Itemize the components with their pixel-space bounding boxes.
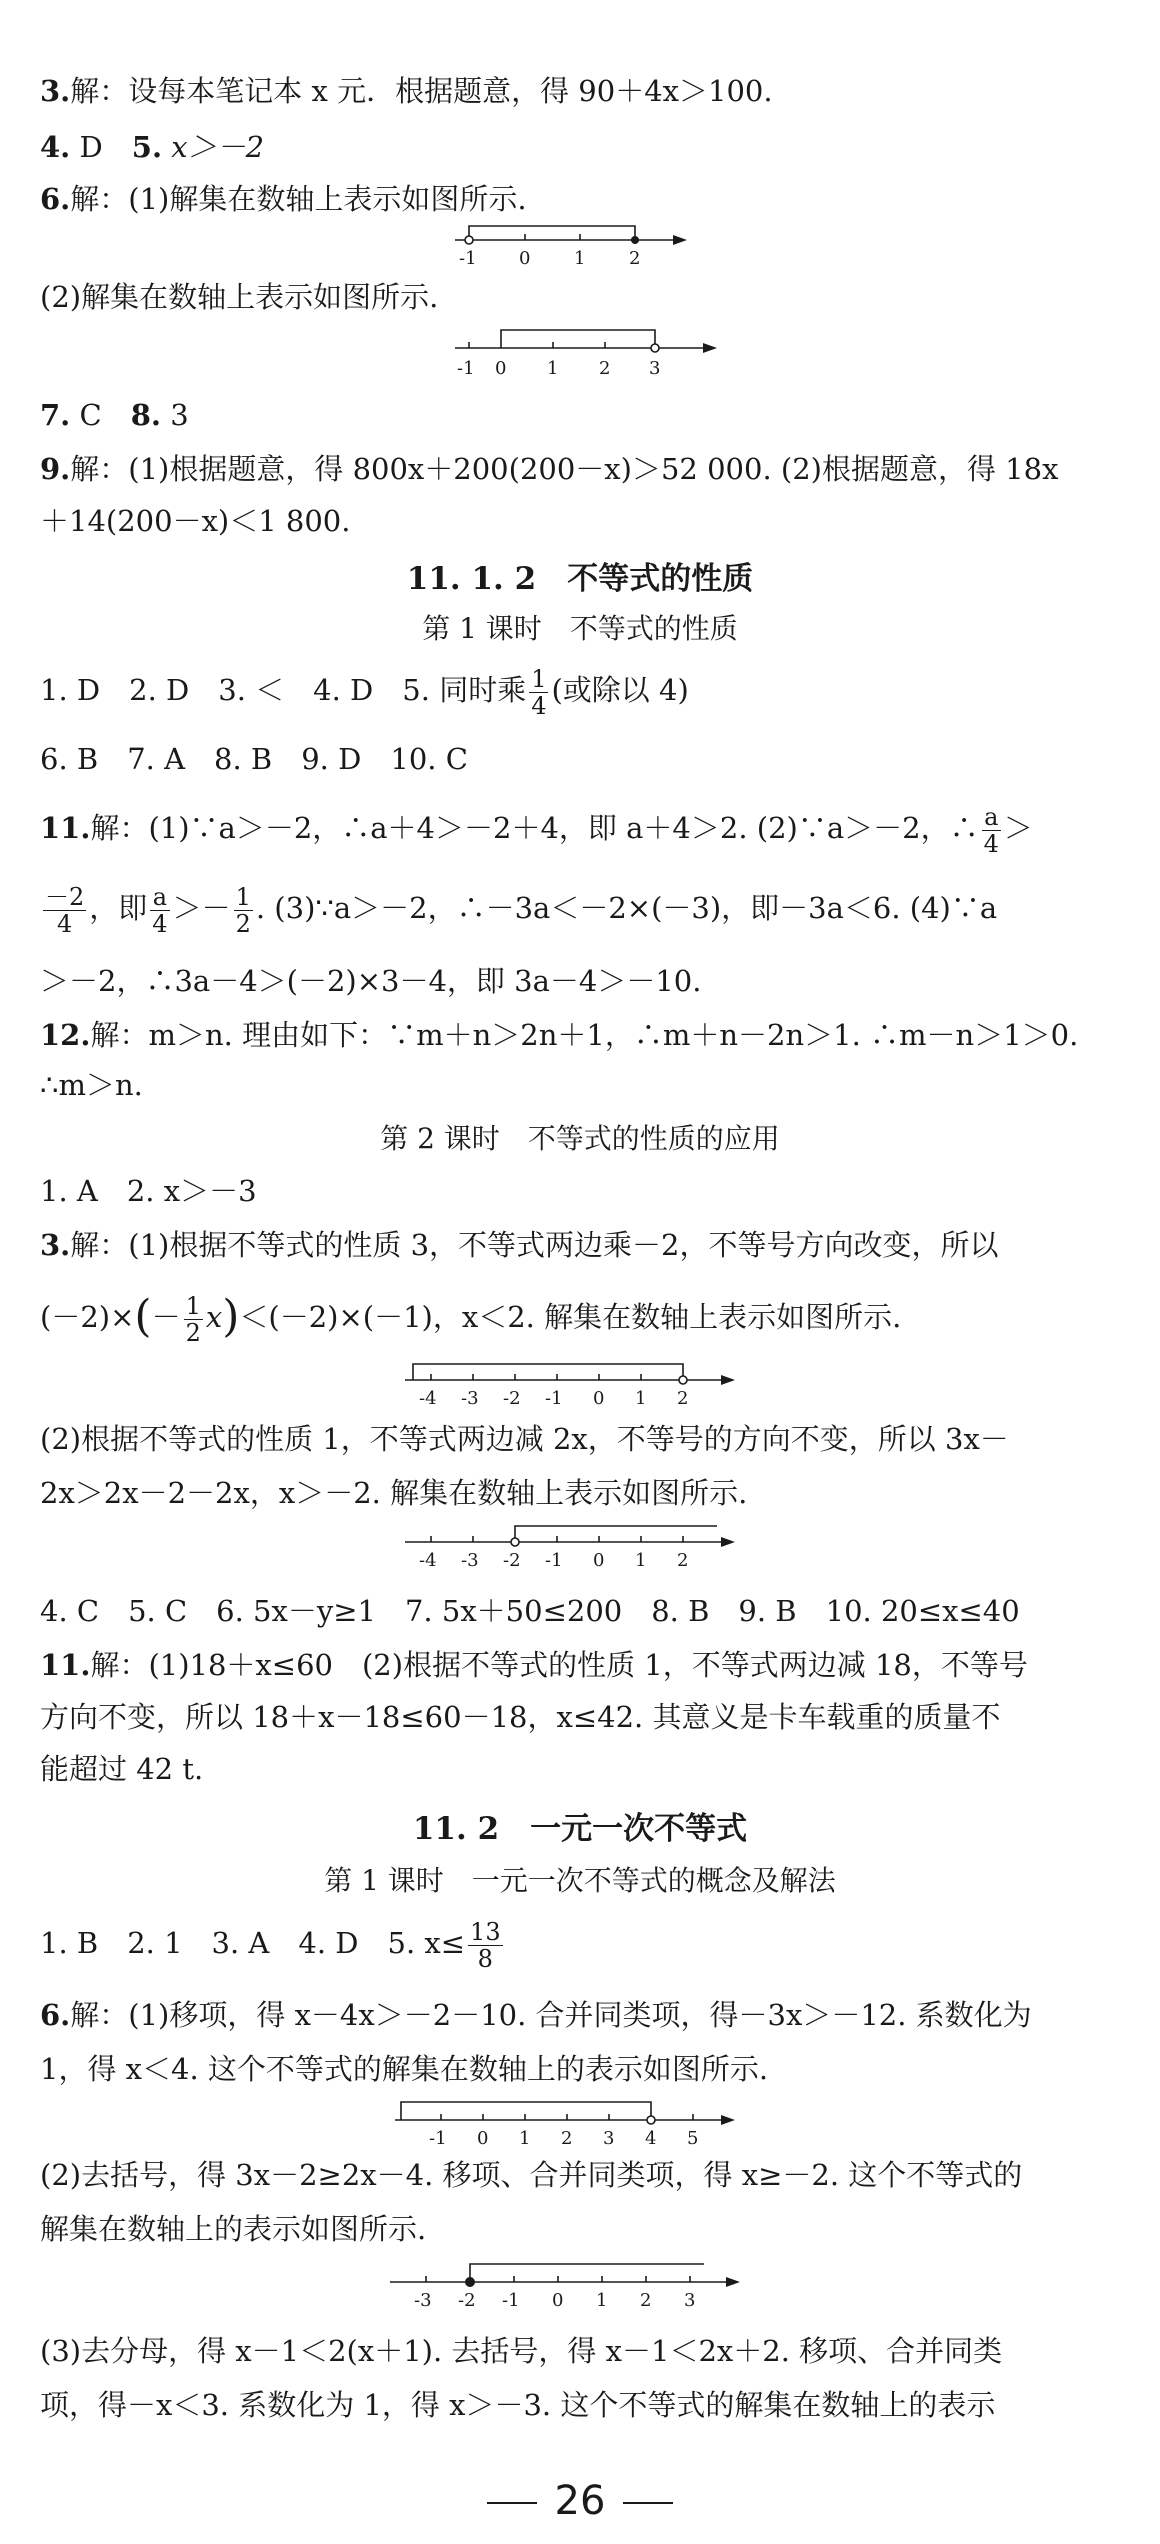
tick-label: -1 — [457, 358, 475, 379]
number-line-5 — [395, 2098, 745, 2150]
section-title-11-2: 11. 2 一元一次不等式 — [412, 1811, 748, 1847]
page-number: 26 — [0, 2478, 1160, 2524]
tick-label: 3 — [684, 2290, 696, 2311]
tick-label: -3 — [461, 1550, 479, 1571]
tick-label: -2 — [503, 1550, 521, 1571]
line-1-5-c: 1. B 2. 1 3. A 4. D 5. x≤ $\frac{13}{8}$ — [40, 1917, 501, 1973]
tick-label: -2 — [503, 1388, 521, 1409]
tick-label: 4 — [645, 2128, 657, 2149]
line-3-b: 3.解：(1)根据不等式的性质 3，不等式两边乘－2，不等号方向改变，所以 — [40, 1228, 999, 1262]
line-3: 3.解：设每本笔记本 x 元．根据题意，得 90＋4x＞100. — [40, 74, 773, 108]
tick-label: 1 — [635, 1388, 647, 1409]
line-11-a: 11.解：(1)∵a＞－2，∴a＋4＞－2＋4，即 a＋4＞2. (2)∵a＞－2，∴ $\frac{a}{4}$ ＞ — [40, 802, 1033, 858]
line-6-2: (2)解集在数轴上表示如图所示. — [40, 280, 439, 314]
tick-label: 0 — [477, 2128, 489, 2149]
tick-label: 0 — [593, 1388, 605, 1409]
line-3-b-2-cont: 2x＞2x－2－2x，x＞－2. 解集在数轴上表示如图所示. — [40, 1476, 748, 1510]
line-6-c-2: 1，得 x＜4. 这个不等式的解集在数轴上的表示如图所示. — [40, 2052, 769, 2086]
line-9-cont: ＋14(200－x)＜1 800. — [40, 504, 351, 538]
tick-label: 2 — [640, 2290, 652, 2311]
number-line-6 — [390, 2260, 750, 2312]
tick-label: 1 — [574, 248, 586, 269]
tick-label: -1 — [545, 1550, 563, 1571]
tick-label: 0 — [552, 2290, 564, 2311]
number-line-1 — [455, 222, 695, 272]
tick-label: 0 — [495, 358, 507, 379]
tick-label: 1 — [547, 358, 559, 379]
line-12-a: 12.解：m＞n. 理由如下：∵m＋n＞2n＋1，∴m＋n－2n＞1. ∴m－n＞1＞0. — [40, 1018, 1079, 1052]
tick-label: 3 — [649, 358, 661, 379]
line-6: 6.解：(1)解集在数轴上表示如图所示. — [40, 182, 527, 216]
tick-label: 0 — [593, 1550, 605, 1571]
number-line-3 — [405, 1360, 745, 1412]
line-1-2-b: 1. A 2. x＞－3 — [40, 1174, 257, 1208]
line-7-8: 7. C 8. 3 — [40, 398, 189, 432]
line-4-5: 4. D 5. x＞－2 — [40, 130, 265, 164]
line-12-b: ∴m＞n. — [40, 1068, 143, 1102]
lesson-title-3: 第 1 课时 一元一次不等式的概念及解法 — [324, 1864, 836, 1897]
line-11-b: $\frac{-2}{4}$ ，即 $\frac{a}{4}$ ＞－ $\frac{1}{2}$ . (3)∵a＞－2，∴－3a＜－2×(－3)，即－3a＜6. (4)∵a — [45, 882, 998, 938]
line-11-b-2: 方向不变，所以 18＋x－18≤60－18，x≤42. 其意义是卡车载重的质量不 — [40, 1700, 1001, 1734]
tick-label: 2 — [677, 1550, 689, 1571]
tick-label: 2 — [561, 2128, 573, 2149]
tick-label: 5 — [687, 2128, 699, 2149]
line-6-c-1: 6.解：(1)移项，得 x－4x＞－2－10. 合并同类项，得－3x＞－12. 系数化为 — [40, 1998, 1032, 2032]
tick-label: 0 — [519, 248, 531, 269]
line-3-b-2: (2)根据不等式的性质 1，不等式两边减 2x，不等号的方向不变，所以 3x－ — [40, 1422, 1009, 1456]
tick-label: -2 — [458, 2290, 476, 2311]
line-1-5-a: 1. D 2. D 3. ＜ 4. D 5. 同时乘 $\frac{1}{4}$ (或除以 4) — [40, 664, 689, 720]
section-title-11-1-2: 11. 1. 2 不等式的性质 — [406, 561, 754, 597]
line-6-c-3: (2)去括号，得 3x－2≥2x－4. 移项、合并同类项，得 x≥－2. 这个不等式的 — [40, 2158, 1023, 2192]
tick-label: 2 — [677, 1388, 689, 1409]
line-9: 9.解：(1)根据题意，得 800x＋200(200－x)＞52 000. (2)根据题意，得 18x — [40, 452, 1059, 486]
tick-label: -3 — [461, 1388, 479, 1409]
tick-label: 1 — [519, 2128, 531, 2149]
tick-label: -1 — [545, 1388, 563, 1409]
tick-label: 3 — [603, 2128, 615, 2149]
tick-label: -1 — [502, 2290, 520, 2311]
tick-label: 1 — [635, 1550, 647, 1571]
line-6-c-6: 项，得－x＜3. 系数化为 1，得 x＞－3. 这个不等式的解集在数轴上的表示 — [40, 2388, 996, 2422]
line-6-c-4: 解集在数轴上的表示如图所示. — [40, 2212, 427, 2246]
tick-label: 1 — [596, 2290, 608, 2311]
tick-label: -3 — [414, 2290, 432, 2311]
tick-label: 2 — [629, 248, 641, 269]
line-6-10-a: 6. B 7. A 8. B 9. D 10. C — [40, 742, 468, 776]
tick-label: -1 — [429, 2128, 447, 2149]
tick-label: -1 — [459, 248, 477, 269]
line-4-10-b: 4. C 5. C 6. 5x－y≥1 7. 5x＋50≤200 8. B 9. B 10. 20≤x≤40 — [40, 1594, 1020, 1628]
line-11-b-1: 11.解：(1)18＋x≤60 (2)根据不等式的性质 1，不等式两边减 18，不等号 — [40, 1648, 1028, 1682]
number-line-2 — [455, 322, 725, 380]
tick-label: -4 — [419, 1550, 437, 1571]
number-line-4 — [405, 1522, 745, 1574]
lesson-title-1: 第 1 课时 不等式的性质 — [422, 612, 738, 645]
line-11-b-3: 能超过 42 t. — [40, 1752, 204, 1786]
tick-label: -4 — [419, 1388, 437, 1409]
line-3-b-cont: (－2)×(－ $\frac{1}{2}$ x)＜(－2)×(－1)，x＜2. 解集在数轴上表示如图所示. — [40, 1291, 902, 1347]
tick-label: 2 — [599, 358, 611, 379]
line-6-c-5: (3)去分母，得 x－1＜2(x＋1). 去括号，得 x－1＜2x＋2. 移项、合并同类 — [40, 2334, 1003, 2368]
line-11-c: ＞－2，∴3a－4＞(－2)×3－4，即 3a－4＞－10. — [40, 964, 702, 998]
lesson-title-2: 第 2 课时 不等式的性质的应用 — [380, 1122, 780, 1155]
